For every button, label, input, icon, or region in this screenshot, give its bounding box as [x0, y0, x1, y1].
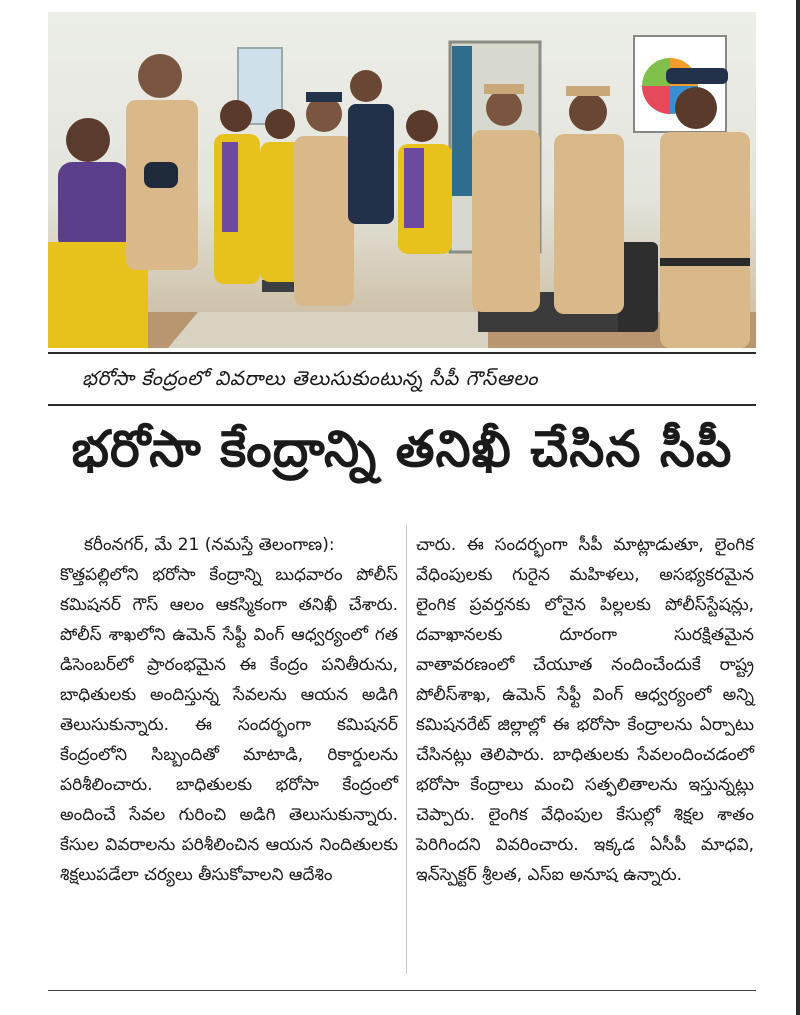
photo-caption: భరోసా కేంద్రంలో వివరాలు తెలుసుకుంటున్న సీపీ గౌస్‌ఆలం	[82, 366, 539, 390]
caption-top-rule	[48, 352, 756, 354]
bottom-rule	[48, 990, 756, 991]
body-text-left: కొత్తపల్లిలోని భరోసా కేంద్రాన్ని బుధవారం పోలీస్ కమిషనర్ గౌస్ ఆలం ఆకస్మికంగా తనిఖీ చేశారు. పోలీస్ శాఖలోని ఉమెన్ సేఫ్టీ వింగ్ ఆధ్వర్యంలో గత డిసెంబర్‌లో ప్రారంభమైన ఈ కేంద్రం పనితీరును, బాధితులకు అందిస్తున్న సేవలను ఆయన అడిగి తెలుసుకున్నారు. ఈ సందర్భంగా కమిషనర్ కేంద్రంలోని సిబ్బందితో మాటాడి, రికార్డులను పరిశీలించారు. బాధితులకు భరోసా కేంద్రంలో అందించే సేవల గురించి అడిగి తెలుసుకున్నారు. కేసుల వివరాలను పరిశీలించిన ఆయన నిందితులకు శిక్షలుపడేలా చర్యలు తీసుకోవాలని ఆదేశిం	[60, 565, 398, 885]
page-edge	[796, 0, 800, 1015]
policewoman	[660, 132, 750, 348]
policewoman	[472, 130, 540, 312]
news-photo	[48, 12, 756, 348]
headline: భరోసా కేంద్రాన్ని తనిఖీ చేసిన సీపీ	[71, 420, 733, 478]
dateline: కరీంనగర్, మే 21 (నమస్తే తెలంగాణ):	[84, 535, 335, 555]
seated-woman	[66, 118, 110, 162]
officer-cp	[138, 54, 182, 98]
policewoman	[294, 136, 354, 306]
photo-illustration	[48, 12, 756, 348]
policewoman	[554, 134, 624, 314]
door-panel	[452, 46, 472, 196]
article-column-left	[60, 530, 398, 890]
caption-bottom-rule	[48, 404, 756, 406]
desk	[168, 312, 488, 348]
body-text-right: చారు. ఈ సందర్భంగా సీపీ మాట్లాడుతూ, లైంగిక వేధింపులకు గురైన మహిళలు, అసభ్యకరమైన లైంగిక ప్రవర్తనకు లోనైన పిల్లలకు పోలీస్‌స్టేషన్లు, దవాఖానలకు దూరంగా సురక్షితమైన వాతావరణంలో చేయూత నందించేందుకే రాష్ట్ర పోలీస్‌శాఖ, ఉమెన్ సేఫ్టీ వింగ్ ఆధ్వర్యంలో అన్ని కమిషనరేట్ జిల్లాల్లో ఈ భరోసా కేంద్రాలను ఏర్పాటు చేసినట్లు తెలిపారు. బాధితులకు సేవలందించడంలో భరోసా కేంద్రాలు మంచి సత్ఫలితాలను ఇస్తున్నట్లు చెప్పారు. లైంగిక వేధింపుల కేసుల్లో శిక్షల శాతం పెరిగిందని వివరించారు. ఇక్కడ ఏసీపీ మాధవి, ఇన్‌స్పెక్టర్ శ్రీలత, ఎస్‌ఐ అనూష ఉన్నారు.	[416, 535, 754, 885]
article-column-right	[416, 530, 754, 890]
column-divider	[406, 524, 407, 974]
